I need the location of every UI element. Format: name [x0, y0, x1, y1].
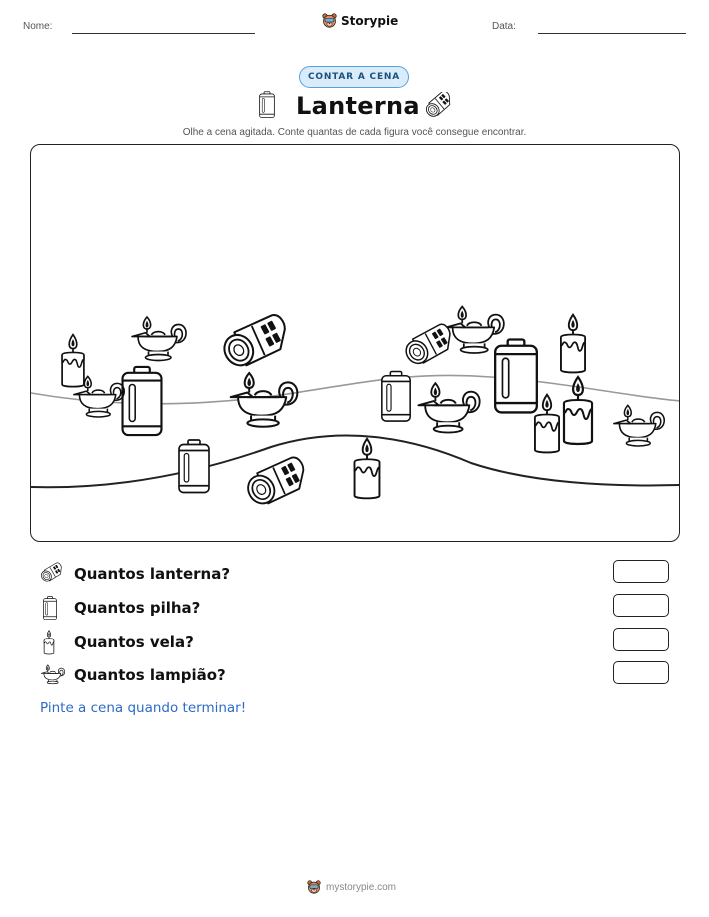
flashlight-icon	[40, 562, 64, 584]
answer-box-flashlight[interactable]	[613, 560, 669, 583]
bear-mascot-icon	[307, 880, 321, 894]
date-field[interactable]	[538, 33, 686, 34]
question-row-battery	[40, 596, 670, 622]
battery	[179, 440, 209, 493]
candle	[62, 335, 84, 387]
battery	[495, 340, 537, 413]
flashlight-icon	[424, 92, 454, 118]
question-row-oil-lamp	[40, 663, 670, 689]
name-field[interactable]	[72, 33, 255, 34]
question-row-flashlight	[40, 562, 670, 588]
question-text: Quantos pilha?	[74, 599, 201, 617]
battery	[123, 367, 162, 435]
flashlight	[398, 322, 456, 369]
answer-box-oil-lamp[interactable]	[613, 661, 669, 684]
brand-logo	[322, 13, 398, 28]
brand-name: Storypie	[341, 13, 399, 28]
oil-lamp	[132, 317, 186, 361]
oil-lamp	[418, 383, 479, 432]
candle	[535, 395, 559, 453]
footer	[307, 880, 396, 894]
battery	[382, 372, 410, 422]
answer-box-battery[interactable]	[613, 594, 669, 617]
oil-lamp	[614, 405, 664, 446]
bear-mascot-icon	[322, 13, 337, 28]
candle	[355, 439, 380, 499]
footer-url: mystorypie.com	[326, 881, 397, 893]
finish-instruction: Pinte a cena quando terminar!	[40, 700, 247, 716]
question-text: Quantos lampião?	[74, 666, 226, 684]
candle	[564, 377, 592, 444]
question-text: Quantos lanterna?	[74, 565, 231, 583]
candle	[561, 315, 585, 373]
oil-lamp-icon	[40, 663, 66, 685]
question-row-candle	[40, 630, 670, 656]
activity-badge: CONTAR A CENA	[299, 66, 409, 88]
answer-box-candle[interactable]	[613, 628, 669, 651]
battery-icon	[258, 91, 276, 119]
date-label: Data:	[492, 21, 516, 32]
page-title: Lanterna	[296, 92, 420, 120]
battery-icon	[42, 596, 58, 621]
name-label: Nome:	[23, 21, 53, 32]
oil-lamp	[231, 373, 298, 427]
candle-icon	[42, 630, 56, 655]
counting-scene	[30, 144, 680, 542]
flashlight	[215, 313, 292, 373]
question-text: Quantos vela?	[74, 633, 194, 651]
instructions: Olhe a cena agitada. Conte quantas de cada figura você consegue encontrar.	[182, 127, 527, 138]
flashlight	[240, 456, 310, 511]
oil-lamp	[446, 307, 504, 353]
